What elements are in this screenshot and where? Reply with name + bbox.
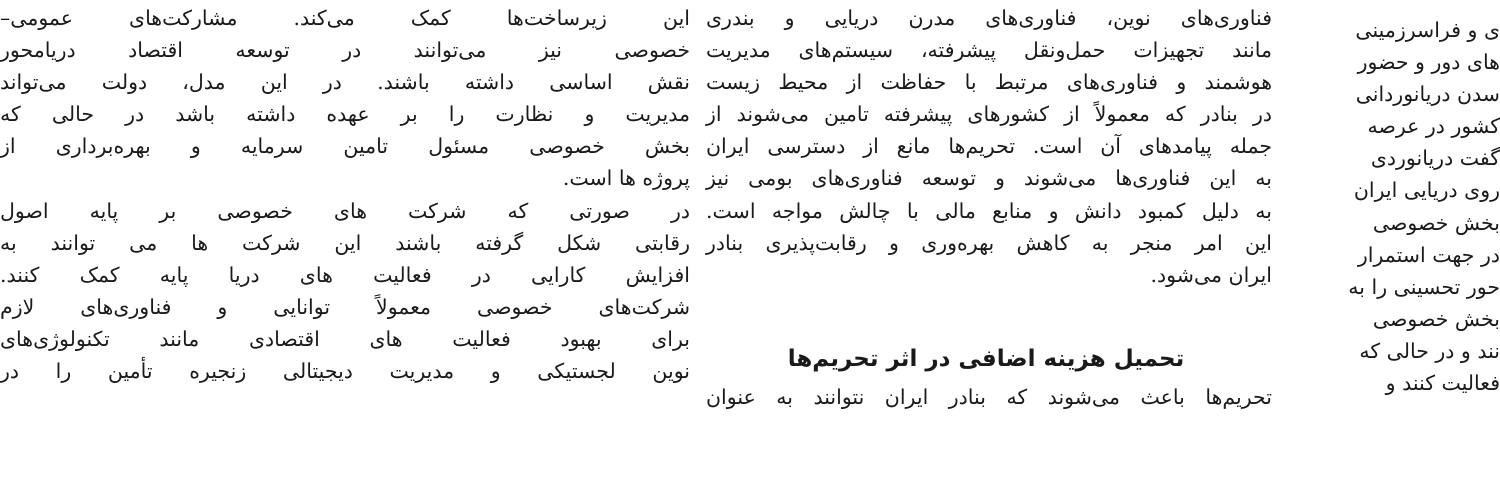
text-line: این امر منجر به کاهش بهره‌وری و رقابت‌پذیری بنادر — [706, 230, 1272, 255]
text-line: روی دریایی ایران — [1353, 178, 1500, 203]
text-line: این زیرساخت‌ها کمک می‌کند. مشارکت‌های عمومی– — [0, 6, 690, 30]
text-line: ی و فراسرزمینی — [1355, 18, 1500, 42]
section-gap — [700, 291, 1272, 341]
right-text-column — [1290, 0, 1500, 492]
text-line: نقش اساسی داشته باشند. در این مدل، دولت می‌تواند — [0, 70, 690, 95]
text-line: نند و در حالی که — [1359, 338, 1500, 363]
text-line: حور تحسینی را به — [1348, 274, 1500, 299]
text-line: به این فناوری‌ها می‌شوند و توسعه فناوری‌های بومی نیز — [706, 166, 1272, 191]
text-line: های دور و حضور — [1357, 50, 1500, 75]
text-line: سدن دریانوردانی — [1355, 82, 1500, 107]
text-line: در جهت استمرار — [1357, 242, 1500, 267]
text-line: هوشمند و فناوری‌های مرتبط با حفاظت از محیط زیست — [706, 70, 1272, 95]
text-line: در بنادر که معمولاً از کشورهای پیشرفته تامین می‌شوند از — [706, 102, 1272, 127]
text-line: مدیریت و نظارت را بر عهده داشته باشد در حالی که — [0, 102, 690, 127]
text-line: به دلیل کمبود دانش و منابع مالی با چالش مواجه است. — [706, 198, 1272, 223]
text-line: نوین لجستیکی و مدیریت دیجیتالی زنجیره تأمین را در — [0, 359, 690, 384]
text-line: خصوصی نیز می‌توانند در توسعه اقتصاد دریامحور — [0, 38, 690, 63]
text-line: ایران می‌شود. — [1150, 262, 1272, 287]
text-line: برای بهبود فعالیت های اقتصادی مانند تکنولوژی‌های — [0, 326, 690, 351]
text-line: گفت دریانوردی — [1370, 146, 1500, 171]
text-line: کشور در عرصه — [1367, 114, 1500, 139]
middle-column-lines-top — [700, 0, 1272, 291]
text-line: جمله پیامدهای آن است. تحریم‌ها مانع از دسترسی ایران — [706, 134, 1272, 159]
section-heading: تحمیل هزینه اضافی در اثر تحریم‌ها — [787, 345, 1185, 372]
middle-text-column — [700, 0, 1272, 492]
text-line: رقابتی شکل گرفته باشند این شرکت ها می توانند به — [0, 230, 690, 255]
right-column-lines — [1290, 0, 1500, 399]
text-line: بخش خصوصی — [1372, 306, 1500, 331]
left-column-lines — [0, 0, 690, 387]
text-line: پروژه ها است. — [562, 166, 690, 191]
text-line: مانند تجهیزات حمل‌ونقل پیشرفته، سیستم‌های مدیریت — [706, 38, 1272, 63]
text-line: بخش خصوصی مسئول تامین سرمایه و بهره‌برداری از — [0, 134, 690, 159]
text-line: فعالیت کنند و — [1385, 371, 1500, 396]
text-line: فناوری‌های نوین، فناوری‌های مدرن دریایی و بندری — [706, 6, 1272, 30]
text-line: افزایش کارایی در فعالیت های دریا پایه کمک کنند. — [0, 262, 690, 287]
middle-column-lines-bottom — [700, 377, 1272, 413]
text-line: شرکت‌های خصوصی معمولاً توانایی و فناوری‌های لازم — [0, 294, 690, 319]
text-line: تحریم‌ها باعث می‌شوند که بنادر ایران نتوانند به عنوان — [706, 384, 1272, 409]
right-column-clip — [1290, 0, 1500, 492]
left-text-column — [0, 0, 690, 492]
text-line: در صورتی که شرکت های خصوصی بر پایه اصول — [0, 198, 690, 223]
text-line: بخش خصوصی — [1372, 210, 1500, 235]
